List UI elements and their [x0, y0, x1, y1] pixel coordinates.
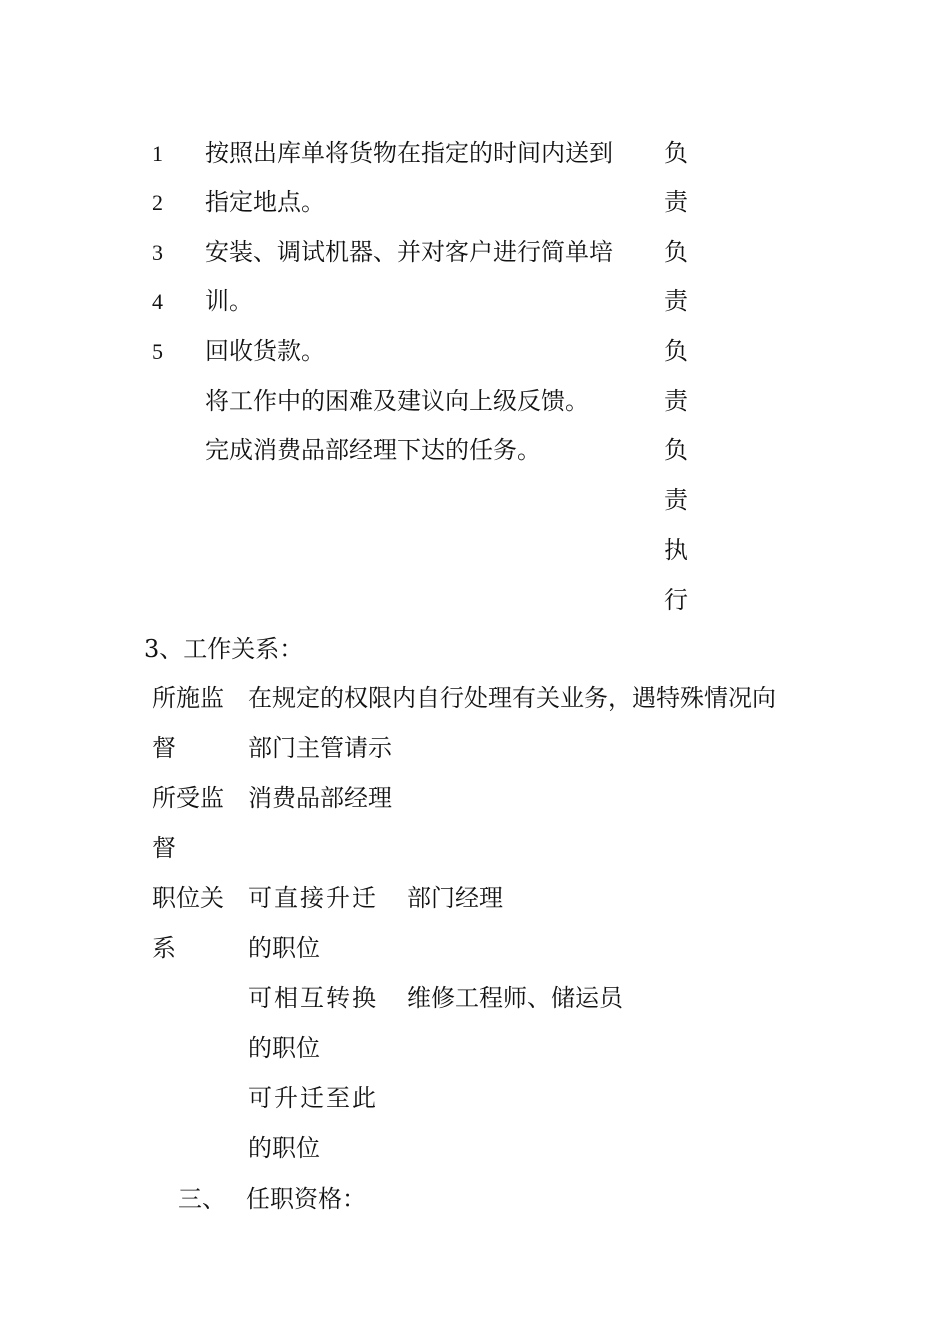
duty-number: 4	[152, 289, 163, 314]
duty-line: 按照出库单将货物在指定的时间内送到	[205, 139, 613, 167]
section-number: 三、	[178, 1185, 226, 1213]
responsibility-char: 责	[664, 188, 688, 216]
position-relation-type: 可相互转换	[248, 984, 378, 1012]
duty-line: 完成消费品部经理下达的任务。	[205, 436, 541, 464]
responsibility-char: 负	[664, 436, 688, 464]
position-relation-type: 可直接升迁	[248, 884, 378, 912]
section-title: 任职资格：	[246, 1185, 366, 1213]
supervised-by-label: 督	[152, 834, 176, 862]
responsibility-char: 负	[664, 337, 688, 365]
responsibility-char: 责	[664, 287, 688, 315]
position-relation-type: 的职位	[248, 1034, 320, 1062]
duty-number: 2	[152, 190, 163, 215]
position-relation-type: 可升迁至此	[248, 1084, 378, 1112]
supervises-value: 部门主管请示	[248, 734, 392, 762]
responsibility-char: 执	[664, 536, 688, 564]
duty-line: 指定地点。	[205, 188, 325, 216]
responsibility-char: 负	[664, 139, 688, 167]
duty-line: 训。	[205, 287, 253, 315]
position-relation-type: 的职位	[248, 934, 320, 962]
duty-line: 回收货款。	[205, 337, 325, 365]
section-heading-work-relations: 3、工作关系：	[144, 635, 304, 663]
responsibility-char: 负	[664, 238, 688, 266]
responsibility-char: 责	[664, 486, 688, 514]
position-relation-type: 的职位	[248, 1134, 320, 1162]
duty-line: 安装、调试机器、并对客户进行简单培	[205, 238, 613, 266]
duty-number: 3	[152, 240, 163, 265]
responsibility-char: 行	[664, 586, 688, 614]
supervises-label: 所施监	[152, 684, 224, 712]
supervises-value: 在规定的权限内自行处理有关业务，遇特殊情况向	[248, 684, 776, 712]
duty-number: 5	[152, 339, 163, 364]
supervised-by-value: 消费品部经理	[248, 784, 392, 812]
supervises-label: 督	[152, 734, 176, 762]
position-relation-value: 维修工程师、储运员	[407, 984, 623, 1012]
position-relations-label: 系	[152, 934, 176, 962]
position-relation-value: 部门经理	[407, 884, 503, 912]
position-relations-label: 职位关	[152, 884, 224, 912]
duty-number: 1	[152, 141, 163, 166]
supervised-by-label: 所受监	[152, 784, 224, 812]
duty-line: 将工作中的困难及建议向上级反馈。	[205, 387, 589, 415]
responsibility-char: 责	[664, 387, 688, 415]
